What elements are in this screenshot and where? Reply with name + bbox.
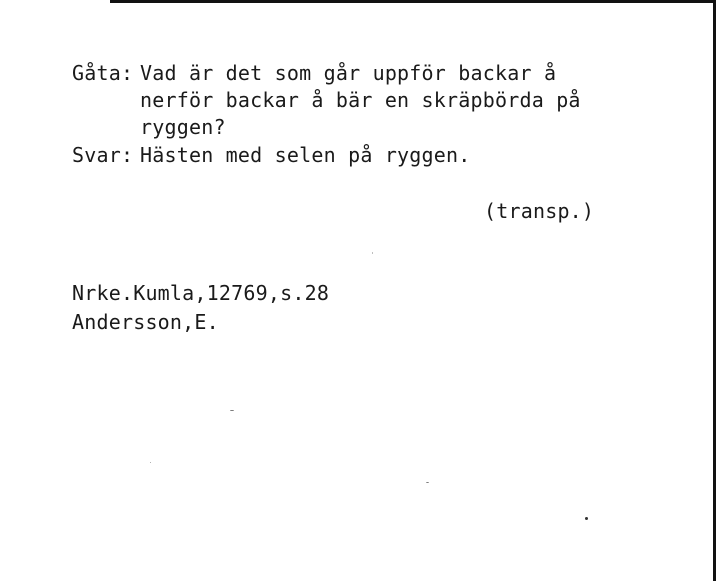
answer-label: Svar: [72, 143, 134, 167]
riddle-line-3: ryggen? [140, 115, 226, 139]
transcription-note: (transp.) [484, 199, 595, 223]
ink-speck [372, 252, 373, 254]
answer-text: Hästen med selen på ryggen. [140, 143, 471, 167]
ink-speck [150, 462, 151, 463]
riddle-line-2: nerför backar å bär en skräpbörda på [140, 88, 581, 112]
riddle-line-1: Vad är det som går uppför backar å [140, 61, 557, 85]
card-top-edge [110, 0, 716, 3]
collector-name: Andersson,E. [72, 310, 219, 334]
ink-speck [585, 517, 588, 520]
source-reference: Nrke.Kumla,12769,s.28 [72, 281, 330, 305]
ink-speck [230, 410, 234, 411]
riddle-label: Gåta: [72, 61, 134, 85]
ink-speck [426, 482, 429, 483]
